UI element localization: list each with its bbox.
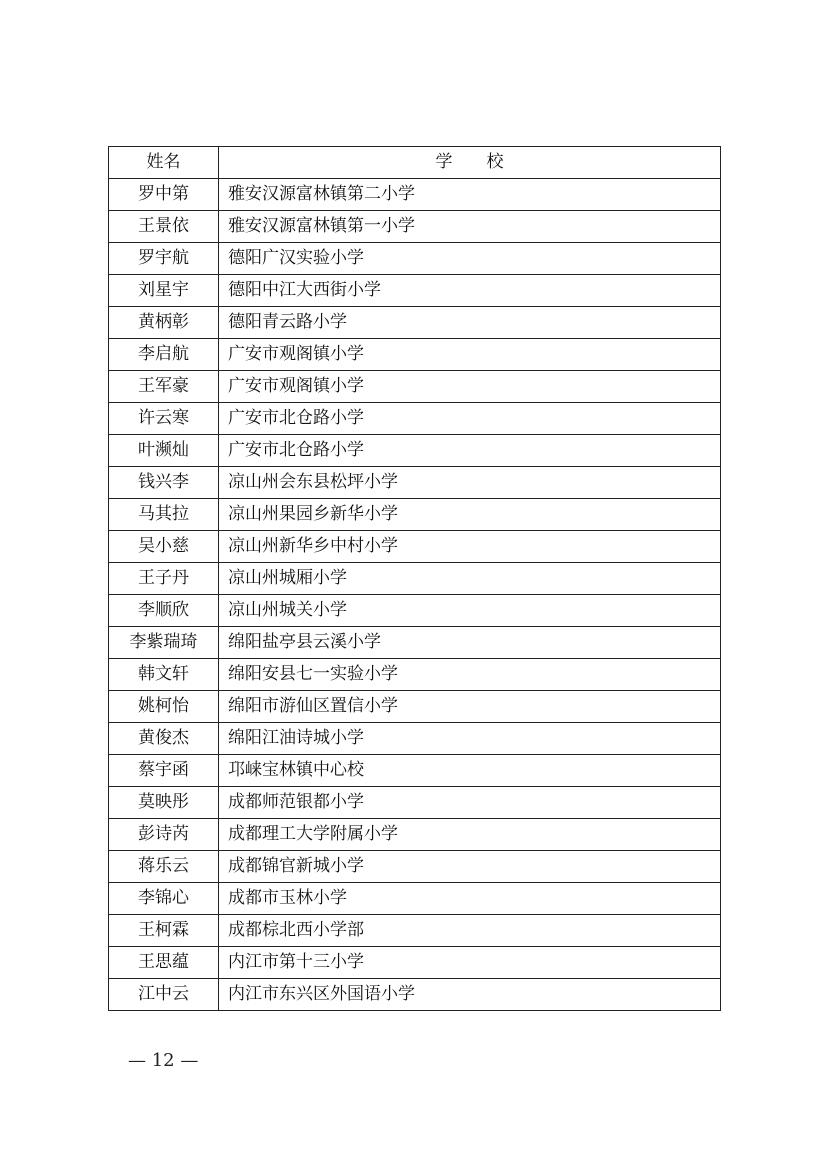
table-row	[109, 499, 721, 531]
student-name-cell: 李锦心	[109, 883, 219, 915]
school-name-cell: 成都师范银都小学	[219, 787, 721, 819]
table-row	[109, 659, 721, 691]
student-name-cell: 李紫瑞琦	[109, 627, 219, 659]
table-row	[109, 371, 721, 403]
table-row	[109, 243, 721, 275]
school-name-cell: 凉山州城厢小学	[219, 563, 721, 595]
school-name-cell: 绵阳盐亭县云溪小学	[219, 627, 721, 659]
school-name-cell: 邛崃宝林镇中心校	[219, 755, 721, 787]
student-name-cell: 韩文轩	[109, 659, 219, 691]
school-name-cell: 德阳青云路小学	[219, 307, 721, 339]
table-row	[109, 339, 721, 371]
table-row	[109, 979, 721, 1011]
school-name-cell: 德阳广汉实验小学	[219, 243, 721, 275]
student-name-cell: 蒋乐云	[109, 851, 219, 883]
school-name-cell: 雅安汉源富林镇第一小学	[219, 211, 721, 243]
student-name-cell: 蔡宇函	[109, 755, 219, 787]
school-name-cell: 广安市观阁镇小学	[219, 339, 721, 371]
student-name-cell: 江中云	[109, 979, 219, 1011]
school-name-cell: 广安市北仓路小学	[219, 403, 721, 435]
table-row	[109, 883, 721, 915]
school-name-cell: 绵阳安县七一实验小学	[219, 659, 721, 691]
student-name-cell: 李启航	[109, 339, 219, 371]
school-name-cell: 凉山州果园乡新华小学	[219, 499, 721, 531]
table-row	[109, 947, 721, 979]
table-row	[109, 595, 721, 627]
table-row	[109, 275, 721, 307]
school-name-cell: 凉山州会东县松坪小学	[219, 467, 721, 499]
student-name-cell: 王军豪	[109, 371, 219, 403]
table-row	[109, 179, 721, 211]
student-name-cell: 莫映彤	[109, 787, 219, 819]
school-name-cell: 内江市东兴区外国语小学	[219, 979, 721, 1011]
table-row	[109, 307, 721, 339]
roster-table	[108, 146, 721, 1011]
school-name-cell: 成都理工大学附属小学	[219, 819, 721, 851]
table-row	[109, 851, 721, 883]
student-name-cell: 姚柯怡	[109, 691, 219, 723]
student-name-cell: 罗中第	[109, 179, 219, 211]
header-name: 姓名	[109, 147, 219, 179]
school-name-cell: 成都市玉林小学	[219, 883, 721, 915]
student-name-cell: 王思蕴	[109, 947, 219, 979]
school-name-cell: 凉山州新华乡中村小学	[219, 531, 721, 563]
student-name-cell: 钱兴李	[109, 467, 219, 499]
table-row	[109, 691, 721, 723]
page-number: — 12 —	[128, 1050, 199, 1071]
table-row	[109, 755, 721, 787]
student-name-cell: 叶濒灿	[109, 435, 219, 467]
student-name-cell: 黄俊杰	[109, 723, 219, 755]
student-name-cell: 王子丹	[109, 563, 219, 595]
student-name-cell: 许云寒	[109, 403, 219, 435]
header-school: 学 校	[219, 147, 721, 179]
school-name-cell: 广安市北仓路小学	[219, 435, 721, 467]
table-row	[109, 403, 721, 435]
table-row	[109, 531, 721, 563]
student-name-cell: 黄柄彰	[109, 307, 219, 339]
table-body	[109, 179, 721, 1011]
table-row	[109, 627, 721, 659]
table-row	[109, 787, 721, 819]
student-name-cell: 罗宇航	[109, 243, 219, 275]
student-name-cell: 王景依	[109, 211, 219, 243]
table-row	[109, 915, 721, 947]
table-row	[109, 435, 721, 467]
table-row	[109, 723, 721, 755]
school-name-cell: 绵阳江油诗城小学	[219, 723, 721, 755]
student-name-cell: 马其拉	[109, 499, 219, 531]
table-row	[109, 819, 721, 851]
student-name-cell: 李顺欣	[109, 595, 219, 627]
school-name-cell: 绵阳市游仙区置信小学	[219, 691, 721, 723]
student-name-cell: 彭诗芮	[109, 819, 219, 851]
school-name-cell: 广安市观阁镇小学	[219, 371, 721, 403]
school-name-cell: 德阳中江大西街小学	[219, 275, 721, 307]
student-name-cell: 王柯霖	[109, 915, 219, 947]
student-name-cell: 刘星宇	[109, 275, 219, 307]
school-name-cell: 凉山州城关小学	[219, 595, 721, 627]
school-name-cell: 成都棕北西小学部	[219, 915, 721, 947]
school-name-cell: 雅安汉源富林镇第二小学	[219, 179, 721, 211]
school-name-cell: 内江市第十三小学	[219, 947, 721, 979]
school-name-cell: 成都锦官新城小学	[219, 851, 721, 883]
student-name-cell: 吴小慈	[109, 531, 219, 563]
table-header-row	[109, 147, 721, 179]
table-row	[109, 563, 721, 595]
table-row	[109, 211, 721, 243]
table-row	[109, 467, 721, 499]
